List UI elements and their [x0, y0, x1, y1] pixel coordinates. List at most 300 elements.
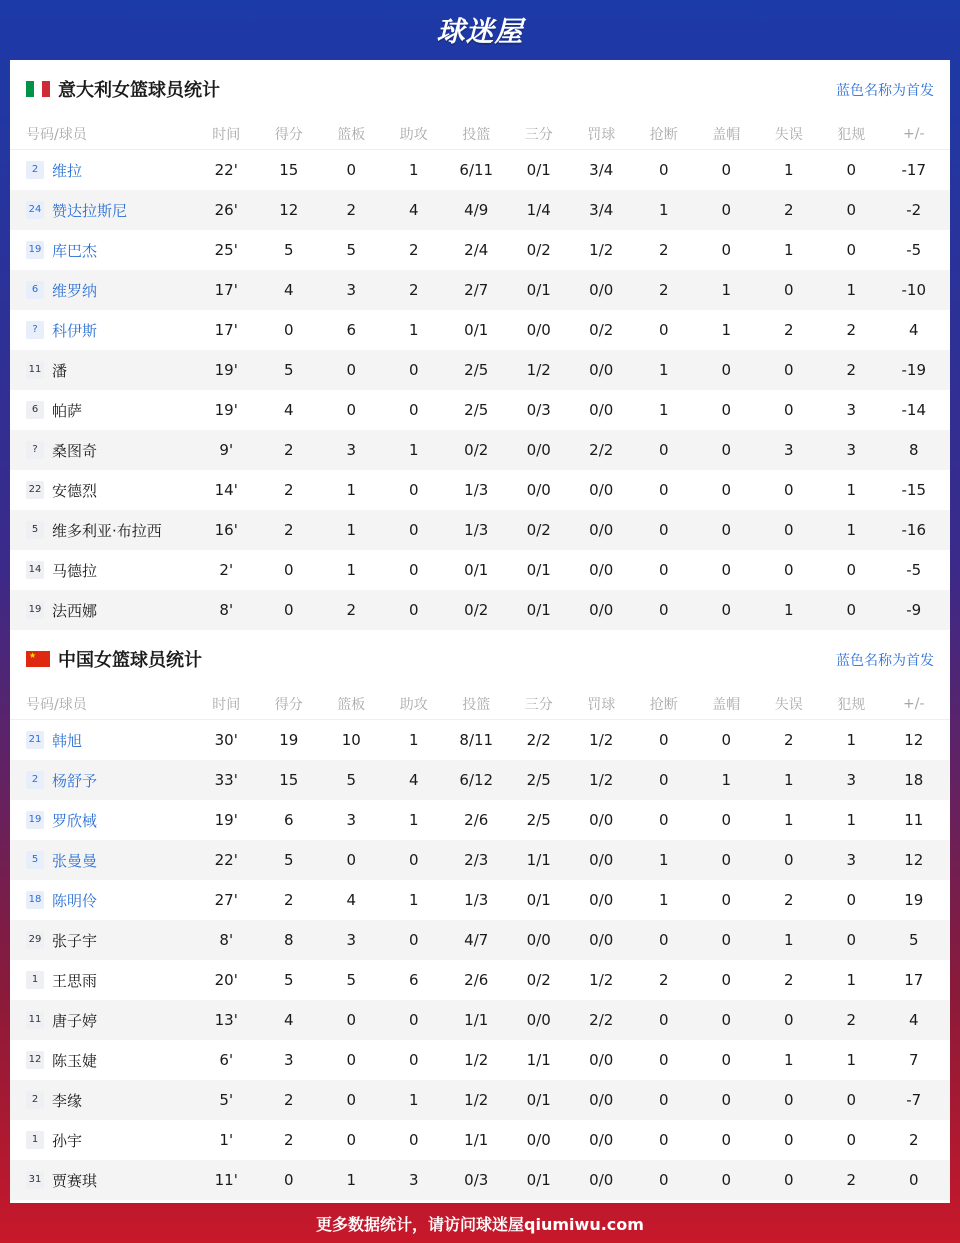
column-header: 篮板	[337, 696, 366, 713]
stat-ast: 1	[408, 731, 419, 749]
stat-pts: 0	[283, 561, 294, 579]
stat-min: 26'	[214, 201, 238, 219]
jersey-number: 12	[26, 1051, 44, 1069]
stat-fg: 2/6	[464, 971, 489, 989]
stat-stl: 1	[658, 891, 669, 909]
stat-pts: 19	[279, 731, 299, 749]
player-name[interactable]: 维多利亚·布拉西	[52, 521, 162, 540]
jersey-number: 2	[26, 771, 44, 789]
player-name[interactable]: 陈明伶	[52, 891, 98, 910]
stat-to: 0	[783, 1091, 794, 1109]
stat-stl: 0	[658, 481, 669, 499]
stat-pf: 3	[846, 771, 857, 789]
stat-pf: 0	[846, 201, 857, 219]
player-cell	[10, 890, 195, 911]
player-row[interactable]	[10, 310, 950, 350]
stat-ft: 0/2	[589, 321, 614, 339]
stat-three: 0/3	[526, 401, 551, 419]
stat-stl: 0	[658, 521, 669, 539]
stat-three: 2/5	[526, 771, 551, 789]
player-name[interactable]: 法西娜	[52, 601, 98, 620]
stat-blk: 0	[721, 361, 732, 379]
stat-reb: 10	[341, 731, 361, 749]
column-header: 三分	[524, 696, 553, 713]
stat-ast: 1	[408, 811, 419, 829]
stat-ast: 0	[408, 601, 419, 619]
player-name[interactable]: 王思雨	[52, 971, 98, 990]
stat-min: 20'	[214, 971, 238, 989]
stat-fg: 6/11	[459, 161, 494, 179]
stat-ft: 0/0	[589, 1131, 614, 1149]
stat-reb: 5	[346, 971, 357, 989]
stat-ft: 0/0	[589, 1051, 614, 1069]
stat-ft: 0/0	[589, 1171, 614, 1189]
stat-three: 0/1	[526, 1091, 551, 1109]
jersey-number: 6	[26, 401, 44, 419]
stat-pf: 0	[846, 891, 857, 909]
player-cell	[10, 160, 195, 181]
stat-stl: 0	[658, 1171, 669, 1189]
player-name[interactable]: 罗欣棫	[52, 811, 98, 830]
stat-three: 1/2	[526, 361, 551, 379]
stat-blk: 0	[721, 561, 732, 579]
stat-pf: 1	[846, 811, 857, 829]
player-name[interactable]: 维罗纳	[52, 281, 98, 300]
jersey-number: 1	[26, 971, 44, 989]
jersey-number: 29	[26, 931, 44, 949]
column-header: 时间	[212, 126, 241, 143]
stat-ft: 2/2	[589, 1011, 614, 1029]
player-cell	[10, 240, 195, 261]
player-name[interactable]: 潘	[52, 361, 68, 380]
player-row[interactable]	[10, 880, 950, 920]
stat-fg: 2/5	[464, 361, 489, 379]
stat-min: 14'	[214, 481, 238, 499]
stat-blk: 0	[721, 1051, 732, 1069]
column-header: 罚球	[587, 696, 616, 713]
stat-to: 0	[783, 1171, 794, 1189]
stat-pm: 0	[908, 1171, 919, 1189]
player-name[interactable]: 孙宇	[52, 1131, 83, 1150]
stat-pm: -16	[901, 521, 926, 539]
player-row[interactable]	[10, 1160, 950, 1200]
starter-note: 蓝色名称为首发	[836, 83, 934, 99]
stat-to: 0	[783, 521, 794, 539]
player-row[interactable]	[10, 1120, 950, 1160]
stat-blk: 0	[721, 201, 732, 219]
player-row[interactable]	[10, 350, 950, 390]
player-name[interactable]: 维拉	[52, 161, 83, 180]
stat-ast: 0	[408, 561, 419, 579]
stat-stl: 1	[658, 851, 669, 869]
player-row[interactable]	[10, 150, 950, 190]
jersey-number: 24	[26, 201, 44, 219]
stat-three: 0/1	[526, 161, 551, 179]
stat-to: 1	[783, 931, 794, 949]
stat-pm: 5	[908, 931, 919, 949]
stat-pts: 15	[279, 771, 299, 789]
stat-stl: 1	[658, 361, 669, 379]
player-row[interactable]	[10, 920, 950, 960]
stat-ast: 0	[408, 1051, 419, 1069]
stat-reb: 0	[346, 851, 357, 869]
stat-pts: 2	[283, 481, 294, 499]
stat-pts: 5	[283, 971, 294, 989]
stat-blk: 0	[721, 1011, 732, 1029]
stat-three: 0/1	[526, 1171, 551, 1189]
stat-min: 11'	[214, 1171, 238, 1189]
column-header: 犯规	[837, 696, 866, 713]
stat-ast: 0	[408, 931, 419, 949]
stat-fg: 1/3	[464, 481, 489, 499]
stat-three: 0/0	[526, 931, 551, 949]
stat-ast: 1	[408, 321, 419, 339]
stat-to: 0	[783, 401, 794, 419]
player-name[interactable]: 张子宇	[52, 931, 98, 950]
player-name[interactable]: 科伊斯	[52, 321, 98, 340]
stat-pm: 12	[904, 731, 924, 749]
player-name[interactable]: 陈玉婕	[52, 1051, 98, 1070]
stat-to: 2	[783, 731, 794, 749]
stat-pts: 3	[283, 1051, 294, 1069]
jersey-number: 19	[26, 601, 44, 619]
stat-pts: 5	[283, 361, 294, 379]
stat-pm: 4	[908, 1011, 919, 1029]
player-row[interactable]	[10, 1080, 950, 1120]
player-name[interactable]: 韩旭	[52, 731, 83, 750]
stat-ast: 0	[408, 1011, 419, 1029]
player-cell	[10, 730, 195, 751]
stat-reb: 0	[346, 161, 357, 179]
stat-stl: 0	[658, 731, 669, 749]
stat-min: 8'	[219, 931, 234, 949]
stat-three: 0/2	[526, 241, 551, 259]
stat-to: 0	[783, 1131, 794, 1149]
stat-stl: 0	[658, 771, 669, 789]
stat-pf: 1	[846, 731, 857, 749]
player-name[interactable]: 张曼曼	[52, 851, 98, 870]
stat-blk: 0	[721, 931, 732, 949]
jersey-number: 18	[26, 891, 44, 909]
stat-ft: 0/0	[589, 931, 614, 949]
stat-blk: 0	[721, 1131, 732, 1149]
stat-reb: 0	[346, 1091, 357, 1109]
column-header: 得分	[274, 126, 303, 143]
stat-fg: 2/3	[464, 851, 489, 869]
stat-to: 1	[783, 811, 794, 829]
stat-stl: 0	[658, 561, 669, 579]
china-section-header	[10, 630, 950, 688]
stat-pm: -5	[906, 561, 922, 579]
stat-pm: -15	[901, 481, 926, 499]
stat-stl: 2	[658, 971, 669, 989]
stat-ast: 4	[408, 201, 419, 219]
stat-pm: 4	[908, 321, 919, 339]
stat-min: 30'	[214, 731, 238, 749]
player-cell	[10, 520, 195, 541]
stat-ft: 1/2	[589, 241, 614, 259]
stat-pf: 2	[846, 1171, 857, 1189]
player-name[interactable]: 安德烈	[52, 481, 98, 500]
stat-reb: 0	[346, 361, 357, 379]
stat-pf: 2	[846, 1011, 857, 1029]
stat-reb: 1	[346, 481, 357, 499]
stat-stl: 2	[658, 281, 669, 299]
player-name[interactable]: 贾赛琪	[52, 1171, 98, 1190]
stat-pf: 2	[846, 361, 857, 379]
column-header: 抢断	[649, 696, 678, 713]
player-name[interactable]: 帕萨	[52, 401, 83, 420]
stat-pf: 3	[846, 851, 857, 869]
player-row[interactable]	[10, 390, 950, 430]
stat-pf: 0	[846, 1131, 857, 1149]
stat-reb: 0	[346, 1011, 357, 1029]
player-name[interactable]: 杨舒予	[52, 771, 98, 790]
player-name[interactable]: 李缘	[52, 1091, 83, 1110]
stat-pm: -9	[906, 601, 922, 619]
stat-blk: 0	[721, 241, 732, 259]
stat-stl: 0	[658, 601, 669, 619]
stat-fg: 6/12	[459, 771, 494, 789]
stat-fg: 4/9	[464, 201, 489, 219]
starter-note: 蓝色名称为首发	[836, 653, 934, 669]
player-cell	[10, 930, 195, 951]
player-cell	[10, 320, 195, 341]
stat-min: 17'	[214, 281, 238, 299]
stat-fg: 8/11	[459, 731, 494, 749]
italy-stats-card	[10, 60, 950, 630]
stat-pf: 3	[846, 401, 857, 419]
stat-ft: 2/2	[589, 441, 614, 459]
stat-min: 2'	[219, 561, 234, 579]
stat-blk: 0	[721, 811, 732, 829]
stat-ast: 6	[408, 971, 419, 989]
stat-ft: 0/0	[589, 891, 614, 909]
stat-pf: 1	[846, 971, 857, 989]
stat-stl: 0	[658, 1091, 669, 1109]
stat-pf: 0	[846, 601, 857, 619]
stat-to: 0	[783, 851, 794, 869]
jersey-number: ?	[26, 321, 44, 339]
china-table-body	[10, 720, 950, 1200]
jersey-number: 21	[26, 731, 44, 749]
stat-ast: 0	[408, 401, 419, 419]
player-cell	[10, 560, 195, 581]
stat-blk: 0	[721, 401, 732, 419]
stat-pts: 15	[279, 161, 299, 179]
stat-ft: 0/0	[589, 401, 614, 419]
player-row[interactable]	[10, 190, 950, 230]
stat-ast: 0	[408, 851, 419, 869]
stat-pts: 0	[283, 601, 294, 619]
stat-ast: 2	[408, 281, 419, 299]
stat-ft: 0/0	[589, 811, 614, 829]
stat-three: 0/0	[526, 481, 551, 499]
player-cell	[10, 1010, 195, 1031]
stat-ast: 2	[408, 241, 419, 259]
stat-reb: 5	[346, 771, 357, 789]
stat-three: 0/0	[526, 1011, 551, 1029]
jersey-number: 11	[26, 1011, 44, 1029]
stat-stl: 0	[658, 321, 669, 339]
stat-ast: 1	[408, 441, 419, 459]
stat-pts: 6	[283, 811, 294, 829]
stat-ft: 0/0	[589, 361, 614, 379]
stat-to: 0	[783, 561, 794, 579]
player-row[interactable]	[10, 550, 950, 590]
stat-three: 0/0	[526, 321, 551, 339]
player-cell	[10, 770, 195, 791]
column-header: 助攻	[399, 126, 428, 143]
stat-pm: 7	[908, 1051, 919, 1069]
stat-pm: 18	[904, 771, 924, 789]
stat-pts: 4	[283, 1011, 294, 1029]
player-cell	[10, 1170, 195, 1191]
stat-to: 1	[783, 1051, 794, 1069]
italy-section-header	[10, 60, 950, 118]
column-header: 失误	[774, 126, 803, 143]
stat-reb: 5	[346, 241, 357, 259]
stat-min: 8'	[219, 601, 234, 619]
player-row[interactable]	[10, 1040, 950, 1080]
player-row[interactable]	[10, 760, 950, 800]
player-cell	[10, 810, 195, 831]
stat-min: 27'	[214, 891, 238, 909]
stat-to: 2	[783, 201, 794, 219]
stat-blk: 0	[721, 481, 732, 499]
stat-pts: 8	[283, 931, 294, 949]
player-row[interactable]	[10, 590, 950, 630]
jersey-number: 5	[26, 851, 44, 869]
brand-logo[interactable]: 球迷屋	[436, 15, 524, 48]
stat-blk: 0	[721, 521, 732, 539]
stat-pm: -7	[906, 1091, 922, 1109]
stat-to: 2	[783, 971, 794, 989]
column-header: 盖帽	[712, 696, 741, 713]
jersey-number: 14	[26, 561, 44, 579]
stat-to: 2	[783, 321, 794, 339]
stat-pts: 0	[283, 321, 294, 339]
stat-ft: 1/2	[589, 731, 614, 749]
stat-ft: 0/0	[589, 851, 614, 869]
stat-blk: 0	[721, 971, 732, 989]
player-name[interactable]: 库巴杰	[52, 241, 98, 260]
stat-pm: -5	[906, 241, 922, 259]
stat-pf: 0	[846, 561, 857, 579]
player-name[interactable]: 桑图奇	[52, 441, 98, 460]
player-row[interactable]	[10, 270, 950, 310]
stat-fg: 1/3	[464, 891, 489, 909]
stat-pts: 2	[283, 891, 294, 909]
stat-stl: 0	[658, 811, 669, 829]
stat-three: 0/2	[526, 521, 551, 539]
china-table-header	[10, 688, 950, 720]
column-header: +/-	[903, 695, 925, 712]
stat-three: 2/2	[526, 731, 551, 749]
stat-pf: 1	[846, 521, 857, 539]
stat-ft: 3/4	[589, 201, 614, 219]
stat-pm: 19	[904, 891, 924, 909]
stat-pf: 0	[846, 931, 857, 949]
stat-pf: 1	[846, 281, 857, 299]
player-cell	[10, 480, 195, 501]
stat-three: 1/1	[526, 851, 551, 869]
player-name[interactable]: 赞达拉斯尼	[52, 201, 128, 220]
stat-min: 1'	[219, 1131, 234, 1149]
stat-reb: 6	[346, 321, 357, 339]
stat-stl: 0	[658, 1131, 669, 1149]
column-header: 犯规	[837, 126, 866, 143]
stat-pm: 2	[908, 1131, 919, 1149]
stat-pm: -19	[901, 361, 926, 379]
stat-three: 1/4	[526, 201, 551, 219]
stat-blk: 1	[721, 281, 732, 299]
jersey-number: 2	[26, 1091, 44, 1109]
stat-ft: 0/0	[589, 481, 614, 499]
player-row[interactable]	[10, 430, 950, 470]
stat-fg: 1/3	[464, 521, 489, 539]
jersey-number: 31	[26, 1171, 44, 1189]
column-header: 号码/球员	[26, 696, 87, 713]
stat-three: 0/1	[526, 561, 551, 579]
player-cell	[10, 600, 195, 621]
stat-min: 19'	[214, 811, 238, 829]
column-header: 抢断	[649, 126, 678, 143]
stat-fg: 2/4	[464, 241, 489, 259]
player-row[interactable]	[10, 1000, 950, 1040]
player-cell	[10, 200, 195, 221]
player-row[interactable]	[10, 840, 950, 880]
stat-pts: 4	[283, 401, 294, 419]
player-row[interactable]	[10, 510, 950, 550]
column-header: 号码/球员	[26, 126, 87, 143]
stat-three: 2/5	[526, 811, 551, 829]
stat-pts: 2	[283, 1091, 294, 1109]
china-stats-card	[10, 630, 950, 1203]
stat-ft: 0/0	[589, 561, 614, 579]
stat-ast: 0	[408, 1131, 419, 1149]
stat-ast: 0	[408, 521, 419, 539]
stat-three: 0/1	[526, 601, 551, 619]
stat-to: 1	[783, 161, 794, 179]
player-name[interactable]: 马德拉	[52, 561, 98, 580]
stat-to: 0	[783, 481, 794, 499]
stat-pts: 4	[283, 281, 294, 299]
stat-three: 1/1	[526, 1051, 551, 1069]
player-row[interactable]	[10, 800, 950, 840]
player-name[interactable]: 唐子婷	[52, 1011, 98, 1030]
jersey-number: ?	[26, 441, 44, 459]
jersey-number: 19	[26, 241, 44, 259]
player-cell	[10, 1090, 195, 1111]
stat-pf: 1	[846, 1051, 857, 1069]
player-row[interactable]	[10, 720, 950, 760]
footer-link[interactable]: 更多数据统计，请访问球迷屋qiumiwu.com	[316, 1214, 644, 1234]
stat-min: 5'	[219, 1091, 234, 1109]
stat-blk: 0	[721, 891, 732, 909]
stat-ast: 1	[408, 1091, 419, 1109]
player-row[interactable]	[10, 470, 950, 510]
stat-stl: 0	[658, 1051, 669, 1069]
italy-table-body	[10, 150, 950, 630]
stat-to: 2	[783, 891, 794, 909]
player-cell	[10, 360, 195, 381]
stat-ft: 0/0	[589, 521, 614, 539]
player-row[interactable]	[10, 230, 950, 270]
player-row[interactable]	[10, 960, 950, 1000]
column-header: 罚球	[587, 126, 616, 143]
stat-stl: 1	[658, 401, 669, 419]
